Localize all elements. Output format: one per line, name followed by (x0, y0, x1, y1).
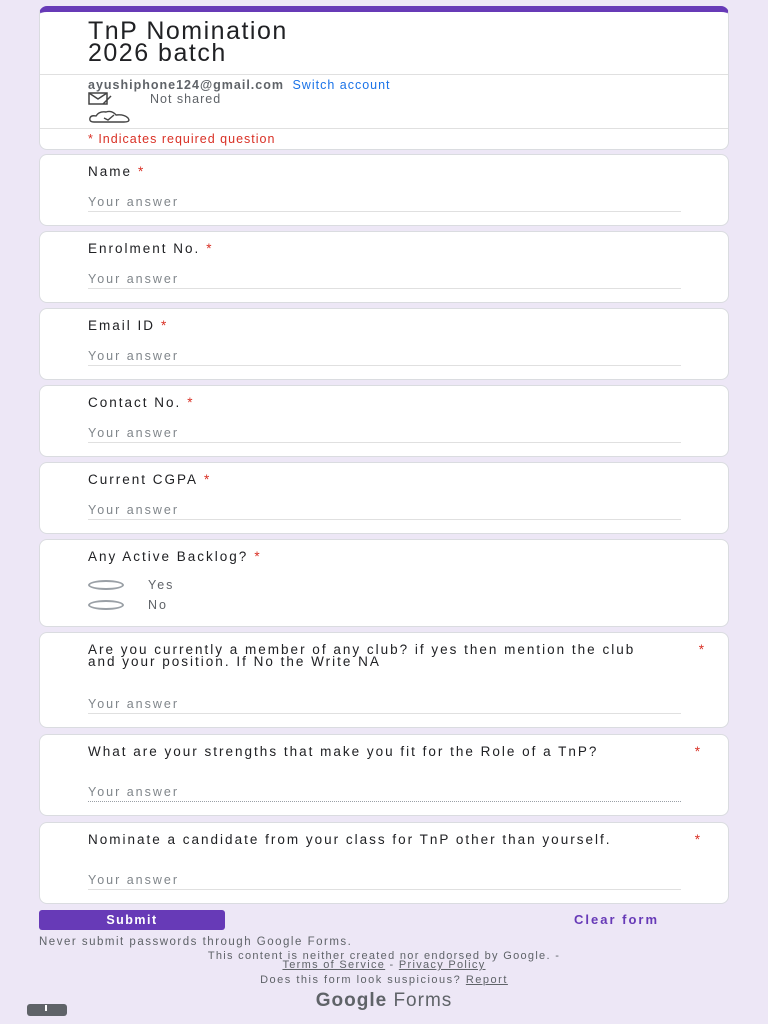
required-star: * (694, 832, 702, 847)
privacy-link[interactable]: Privacy Policy (398, 959, 486, 971)
form-title (88, 17, 288, 67)
question-card-cgpa (39, 462, 729, 534)
radio-label: No (148, 598, 168, 612)
radio-option-no[interactable] (88, 598, 168, 612)
cloud-check-icon (88, 110, 132, 124)
question-card-name (39, 154, 729, 226)
sharing-status (88, 92, 221, 106)
cgpa-input[interactable] (88, 503, 681, 520)
contact-input[interactable] (88, 426, 681, 443)
question-label: Nominate a candidate from your class for TnP other than yourself. * (88, 832, 702, 847)
link-separator: - (385, 959, 399, 971)
report-link[interactable]: Report (465, 974, 508, 986)
required-star: * (187, 395, 195, 410)
form-title-line2: 2026 batch (88, 39, 227, 67)
question-label: Are you currently a member of any club? if yes then mention the club and your position. If No the Write NA * (88, 642, 706, 669)
form-container (39, 6, 729, 847)
cloud-saved-icon-wrap (88, 110, 132, 129)
radio-option-yes[interactable] (88, 578, 174, 592)
enrolment-input[interactable] (88, 272, 681, 289)
account-row (88, 78, 391, 92)
name-input[interactable] (88, 195, 681, 212)
question-label: Contact No. * (88, 395, 195, 410)
brand-forms: Forms (393, 990, 453, 1011)
question-label: Email ID * (88, 318, 169, 333)
required-star: * (204, 472, 212, 487)
switch-account-link[interactable]: Switch account (292, 78, 391, 92)
question-label: Any Active Backlog? * (88, 549, 262, 564)
disclaimer-text: This content is neither created nor endorsed by Google. - (207, 950, 561, 962)
clear-form-button[interactable]: Clear form (574, 912, 660, 927)
question-label: What are your strengths that make you fit for the Role of a TnP? * (88, 744, 702, 759)
form-header-card (39, 6, 729, 150)
exclamation-icon (45, 1005, 47, 1011)
question-card-enrolment (39, 231, 729, 303)
question-card-backlog (39, 539, 729, 627)
google-disclaimer (0, 952, 768, 970)
question-label: Name * (88, 164, 146, 179)
form-title-line1: TnP Nomination (88, 17, 288, 45)
account-email: ayushiphone124@gmail.com (88, 78, 284, 92)
required-star: * (206, 241, 214, 256)
header-divider-2 (40, 128, 728, 129)
required-star: * (698, 642, 706, 657)
password-warning: Never submit passwords through Google Forms. (39, 936, 353, 948)
mail-shared-icon (88, 92, 112, 106)
question-label: Current CGPA * (88, 472, 212, 487)
suspicious-text: Does this form look suspicious? (260, 974, 462, 986)
strengths-input[interactable] (88, 785, 681, 802)
radio-label: Yes (148, 578, 175, 592)
question-card-strengths (39, 734, 729, 816)
brand-google: Google (315, 990, 388, 1011)
radio-button[interactable] (88, 580, 124, 590)
question-card-club (39, 632, 729, 728)
radio-button[interactable] (88, 600, 124, 610)
required-note: * Indicates required question (88, 132, 276, 146)
header-divider (40, 74, 728, 75)
not-shared-text: Not shared (150, 92, 222, 106)
required-star: * (138, 164, 146, 179)
suspicious-row (0, 974, 768, 986)
nominate-input[interactable] (88, 873, 681, 890)
feedback-button[interactable] (27, 1004, 67, 1016)
submit-button[interactable]: Submit (39, 910, 225, 930)
required-star: * (254, 549, 262, 564)
google-forms-logo (0, 990, 768, 1012)
question-label: Enrolment No. * (88, 241, 214, 256)
terms-link[interactable]: Terms of Service (282, 959, 386, 971)
required-star: * (694, 744, 702, 759)
question-card-nominate (39, 822, 729, 904)
club-input[interactable] (88, 697, 681, 714)
email-input[interactable] (88, 349, 681, 366)
question-card-email (39, 308, 729, 380)
question-card-contact (39, 385, 729, 457)
required-star: * (161, 318, 169, 333)
